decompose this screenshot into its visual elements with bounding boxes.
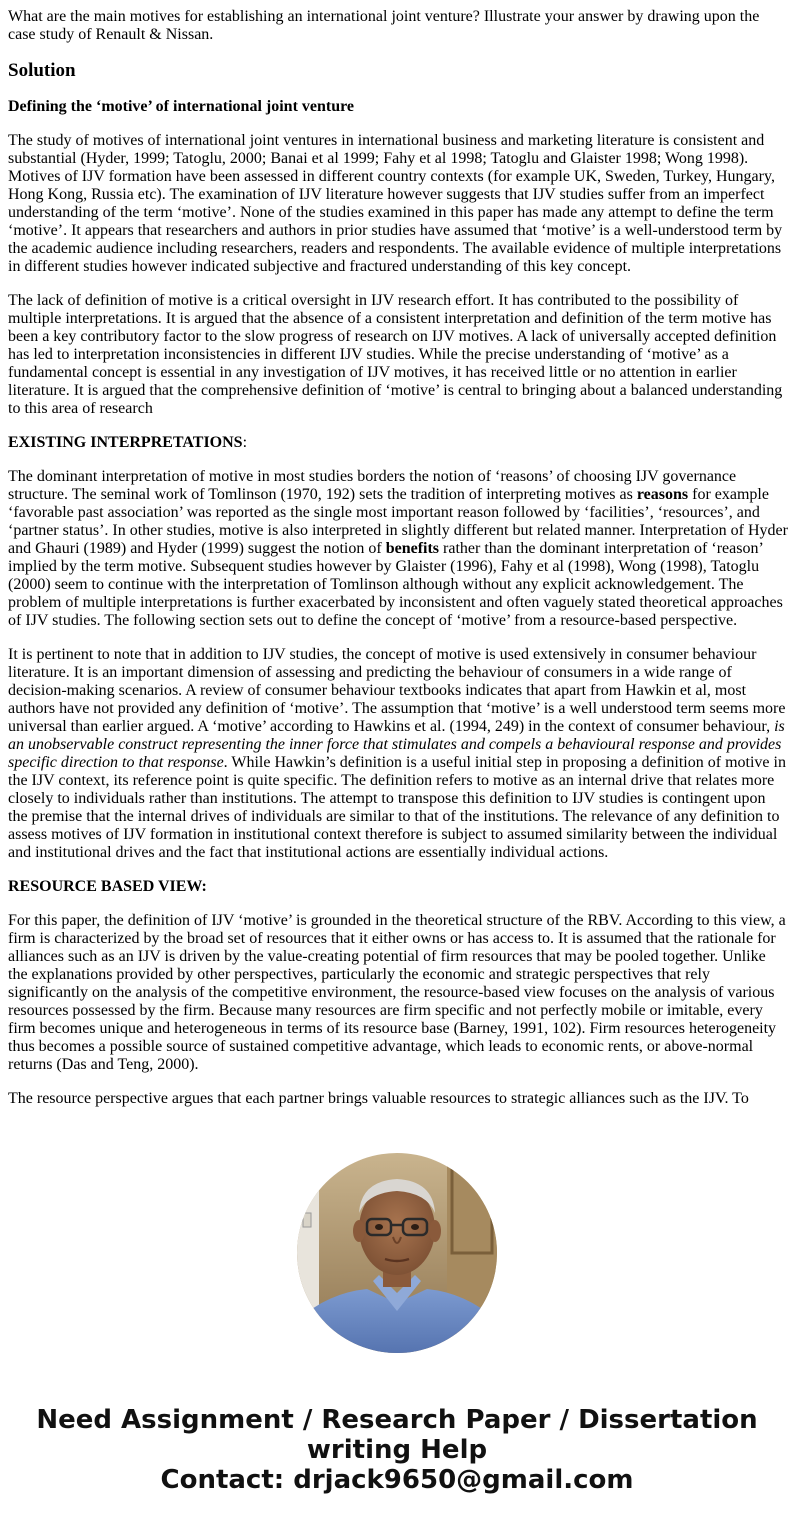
resource-based-view-heading xyxy=(8,878,788,896)
paragraph-2: The lack of definition of motive is a critical oversight in IJV research effort. It has contributed to the possibility of multiple interpretations. It is argued that the absence of a consistent interpretation and definition of the term motive has been a key contributory factor to the slow progress of research on IJV motives. A lack of universally accepted definition has led to interpretation inconsistencies in different IJV studies. While the precise understanding of ‘motive’ as a fundamental concept is essential in any investigation of IJV motives, it has received little or no attention in earlier literature. It is argued that the comprehensive definition of ‘motive’ is central to bringing about a balanced understanding to this area of research xyxy=(8,292,783,417)
rbv-heading-text: RESOURCE BASED VIEW: xyxy=(8,878,207,895)
existing-interpretations-heading xyxy=(8,434,788,452)
paragraph-3-part-c: for example ‘favorable past association’ was reported as the single most important reason followed by ‘facilities’, ‘resources’, and ‘partner status’. In other studies, motive is also interpreted in slightly different but related manner. Interpretation of Hyder and Ghauri (1989) and Hyder (1999) suggest the notion of xyxy=(8,486,788,557)
solution-heading: Solution xyxy=(8,60,76,81)
paragraph-4-italic-definition: is an unobservable construct representing the inner force that stimulates and compels a behavioural response and provides specific direction to that response xyxy=(8,718,785,771)
author-avatar xyxy=(297,1153,497,1353)
cta-line-2: writing Help xyxy=(306,1435,488,1465)
paragraph-3-part-a: The dominant interpretation of motive in most studies borders the notion of ‘reasons’ of choosing IJV governance structure. The seminal work of Tomlinson (1970, 192) sets the tradition of interpreting motives as xyxy=(8,468,737,503)
paragraph-4-part-a: It is pertinent to note that in addition to IJV studies, the concept of motive is used extensively in consumer behaviour literature. It is an important dimension of assessing and predicting the behaviour of consumers in a wide range of decision-making scenarios. A review of consumer behaviour textbooks indicates that apart from Hawkin et al, most authors have not provided any definition of ‘motive’. The assumption that ‘motive’ is a well understood term seems more universal than earlier argued. A ‘motive’ according to Hawkins et al. (1994, 249) in the context of consumer behaviour, xyxy=(8,646,786,735)
paragraph-4-part-c: . While Hawkin’s definition is a useful initial step in proposing a definition of motive in the IJV context, its reference point is quite specific. The definition refers to motive as an internal drive that relates more closely to individuals rather than institutions. The attempt to transpose this definition to IJV studies is contingent upon the premise that the internal drives of individuals are similar to that of the institutions. The relevance of any definition to assess motives of IJV formation in institutional context therefore is subject to assumed similarity between the individual and institutional drives and the fact that institutional actions are essentially individual actions. xyxy=(8,754,786,861)
paragraph-3-bold-benefits: benefits xyxy=(385,540,440,557)
question-text: What are the main motives for establishing an international joint venture? Illustrate your answer by drawing upon the case study of Renault & Nissan. xyxy=(8,8,760,43)
document-body xyxy=(8,0,788,1122)
existing-heading-colon: : xyxy=(242,434,248,451)
paragraph-3-part-e: rather than the dominant interpretation of ‘reason’ implied by the term motive. Subsequent studies however by Glaister (1996), Fahy et al (1998), Wong (1998), Tatoglu (2000) seem to continue with the interpretation of Tomlinson although without any explicit acknowledgement. The problem of multiple interpretations is further exacerbated by inconsistent and often vaguely stated theoretical approaches of IJV studies. The following section sets out to define the concept of ‘motive’ from a resource-based perspective. xyxy=(8,540,783,629)
paragraph-1: The study of motives of international joint ventures in international business and marketing literature is consistent and substantial (Hyder, 1999; Tatoglu, 2000; Banai et al 1999; Fahy et al 1998; Tatoglu and Glaister 1998; Wong 1998). Motives of IJV formation have been assessed in different country contexts (for example UK, Sweden, Turkey, Hungary, Hong Kong, Russia etc). The examination of IJV literature however suggests that IJV studies suffer from an imperfect understanding of the term ‘motive’. None of the studies examined in this paper has made any attempt to define the term ‘motive’. It appears that researchers and authors in prior studies have assumed that ‘motive’ is a well-understood term by the academic audience including researchers, readers and respondents. The available evidence of multiple interpretations in different studies however indicated subjective and fractured understanding of this key concept. xyxy=(8,132,783,275)
paragraph-5: For this paper, the definition of IJV ‘motive’ is grounded in the theoretical structure of the RBV. According to this view, a firm is characterized by the broad set of resources that it either owns or has access to. It is assumed that the rationale for alliances such as an IJV is driven by the value-creating potential of firm resources that may be pooled together. Unlike the explanations provided by other perspectives, particularly the economic and strategic perspectives that rely significantly on the analysis of the competitive environment, the resource-based view focuses on the analysis of various resources possessed by the firm. Because many resources are firm specific and not perfectly mobile or imitable, every firm becomes unique and heterogeneous in terms of its resource base (Barney, 1991, 102). Firm resources heterogeneity thus becomes a possible source of sustained competitive advantage, which leads to economic rents, or above-normal returns (Das and Teng, 2000). xyxy=(8,912,786,1073)
promo-banner xyxy=(0,1122,794,1523)
paragraph-4 xyxy=(8,646,788,862)
paragraph-3 xyxy=(8,468,788,630)
author-portrait-image xyxy=(297,1153,497,1353)
cta-line-3-contact-email: Contact: drjack9650@gmail.com xyxy=(160,1465,634,1495)
section-heading-motive: Defining the ‘motive’ of international joint venture xyxy=(8,98,355,115)
cta-line-1: Need Assignment / Research Paper / Dissertation xyxy=(36,1405,758,1435)
existing-heading-text: EXISTING INTERPRETATIONS xyxy=(8,434,243,451)
contact-call-to-action xyxy=(0,1405,794,1495)
paragraph-3-bold-reasons: reasons xyxy=(636,486,689,503)
paragraph-6-truncated: The resource perspective argues that each partner brings valuable resources to strategic alliances such as the IJV. To xyxy=(8,1090,749,1107)
